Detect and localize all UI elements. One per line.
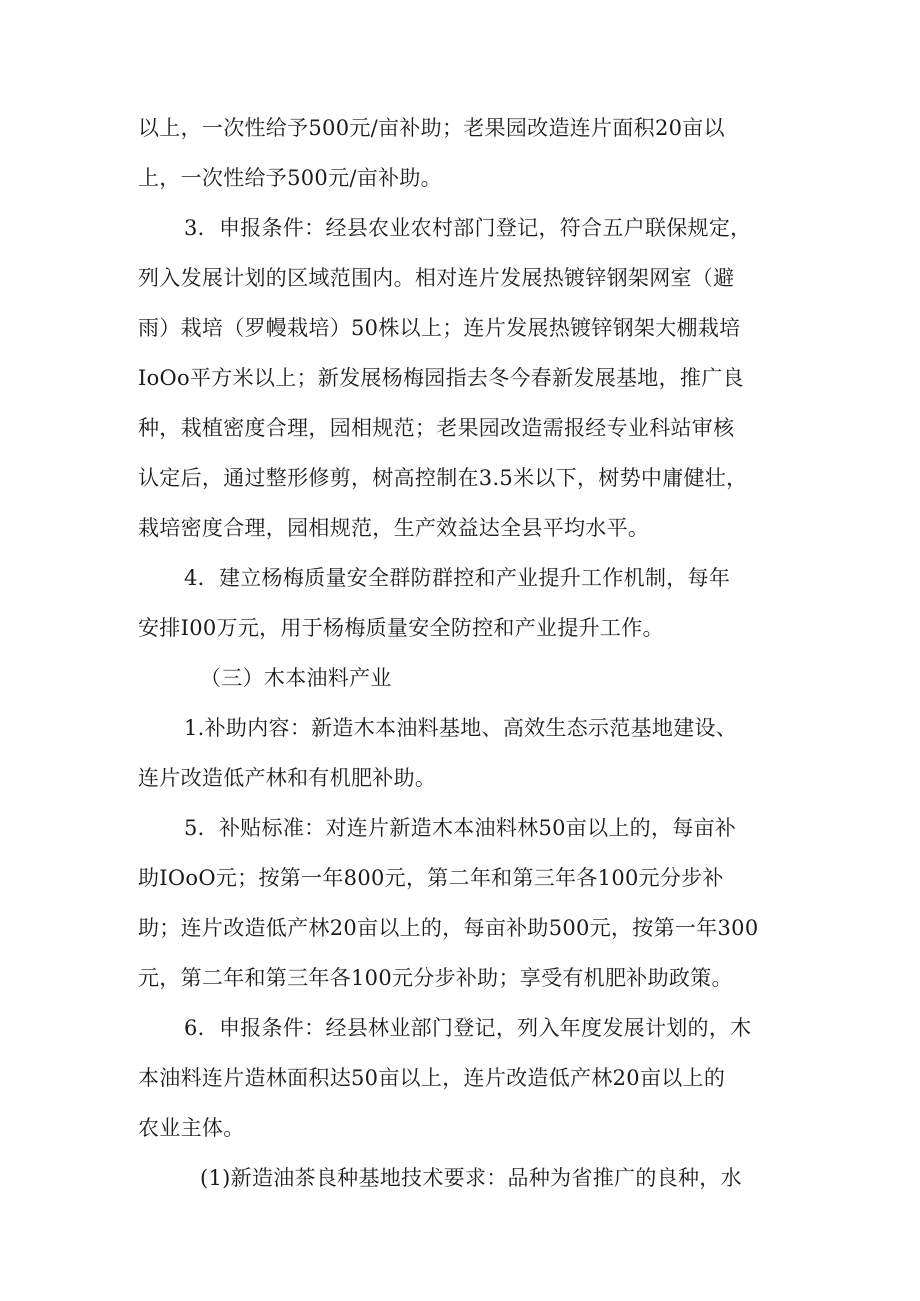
line-text: 助；连片改造低产林20亩以上的，每亩补助500元，按第一年300: [138, 916, 759, 940]
line-text: 1.补助内容：新造木本油料基地、高效生态示范基地建设、: [184, 716, 738, 740]
line-text: IoOo平方米以上；新发展杨梅园指去冬今春新发展基地，推广良: [138, 366, 744, 390]
text-line: [0, 158, 920, 198]
text-line: [0, 508, 920, 548]
line-text: 本油料连片造林面积达50亩以上，连片改造低产林20亩以上的: [138, 1066, 726, 1090]
section-heading: [0, 658, 920, 698]
line-text: 3．申报条件：经县农业农村部门登记，符合五户联保规定，: [184, 216, 752, 240]
line-text: 上，一次性给予500元/亩补助。: [138, 166, 442, 190]
text-line: [0, 408, 920, 448]
text-line: [0, 758, 920, 798]
line-text: （三）木本油料产业: [200, 666, 392, 690]
text-line: [0, 958, 920, 998]
text-line: [0, 808, 920, 848]
line-text: 栽培密度合理，园相规范，生产效益达全县平均水平。: [138, 516, 650, 540]
line-text: 雨）栽培（罗幔栽培）50株以上；连片发展热镀锌钢架大棚栽培: [138, 316, 741, 340]
line-text: 以上，一次性给予500元/亩补助；老果园改造连片面积20亩以: [138, 116, 725, 140]
line-text: 5．补贴标准：对连片新造木本油料林50亩以上的，每亩补: [184, 816, 737, 840]
line-text: 种，栽植密度合理，园相规范；老果园改造需报经专业科站审核: [138, 416, 735, 440]
text-line: [0, 1108, 920, 1148]
line-text: (1)新造油茶良种基地技术要求：品种为省推广的良种，水: [200, 1166, 742, 1190]
text-line: [0, 1008, 920, 1048]
text-line: [0, 1058, 920, 1098]
text-line: [0, 608, 920, 648]
text-line: [0, 108, 920, 148]
line-text: 列入发展计划的区域范围内。相对连片发展热镀锌钢架网室（避: [138, 266, 735, 290]
line-text: 4．建立杨梅质量安全群防群控和产业提升工作机制，每年: [184, 566, 731, 590]
text-line: [0, 708, 920, 748]
line-text: 认定后，通过整形修剪，树高控制在3.5米以下，树势中庸健壮，: [138, 466, 748, 490]
text-line: [0, 208, 920, 248]
line-text: 助IOoO元；按第一年800元，第二年和第三年各100元分步补: [138, 866, 724, 890]
line-text: 连片改造低产林和有机肥补助。: [138, 766, 437, 790]
line-text: 安排I00万元，用于杨梅质量安全防控和产业提升工作。: [138, 616, 664, 640]
text-line: [0, 358, 920, 398]
line-text: 6．申报条件：经县林业部门登记，列入年度发展计划的，木: [184, 1016, 752, 1040]
text-line: [0, 908, 920, 948]
text-line: [0, 558, 920, 598]
text-line: [0, 308, 920, 348]
text-line: [0, 258, 920, 298]
line-text: 农业主体。: [138, 1116, 245, 1140]
line-text: 元，第二年和第三年各100元分步补助；享受有机肥补助政策。: [138, 966, 733, 990]
text-line: [0, 858, 920, 898]
text-line: [0, 1158, 920, 1198]
text-line: [0, 458, 920, 498]
